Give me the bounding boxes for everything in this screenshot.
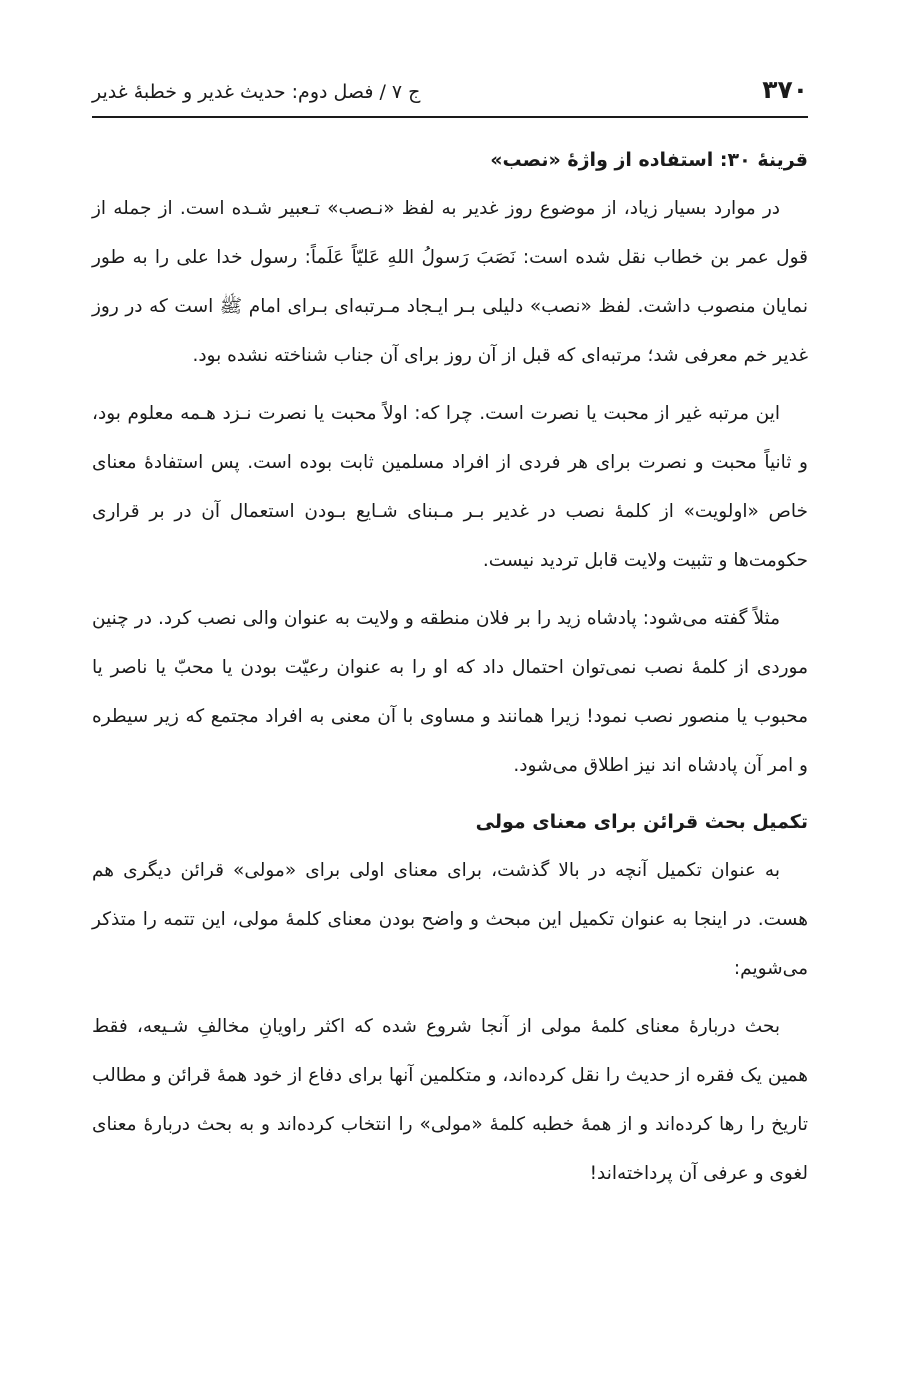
paragraph: بحث دربارهٔ معنای کلمهٔ مولی از آنجا شروع شده که اکثر راویانِ مخالفِ شـیعه، فقط همین یک فقره از حدیث را نقل کرده‌اند، و متکلمین آنها برای دفاع از خود همهٔ قرائن و مطالب تاریخ را رها کرده‌اند و از همهٔ خطبه کلمهٔ «مولی» را انتخاب کرده‌اند و به بحث دربارهٔ معنای لغوی و عرفی آن پرداخته‌اند!	[92, 1016, 808, 1184]
book-page	[92, 0, 808, 1390]
paragraph: به عنوان تکمیل آنچه در بالا گذشت، برای معنای اولی برای «مولی» قرائن دیگری هم هست. در اینجا به عنوان تکمیل این مبحث و واضح بودن معنای کلمهٔ مولی، این تتمه را متذکر می‌شویم:	[92, 860, 808, 979]
section-evidence-30	[92, 142, 808, 790]
running-header-title: ج ۷ / فصل دوم: حدیث غدیر و خطبهٔ غدیر	[92, 81, 421, 103]
paragraph: این مرتبه غیر از محبت یا نصرت است. چرا که: اولاً محبت یا نصرت نـزد هـمه معلوم بود، و ثانیاً محبت و نصرت برای هر فردی از افراد مسلمین ثابت بوده است. پس استفادهٔ معنای خاص «اولویت» از کلمهٔ نصب در غدیر بـر مـبنای شـایع بـودن استعمال آن در بر قراری حکومت‌ها و تثبیت ولایت قابل تردید نیست.	[92, 403, 808, 571]
running-header	[92, 72, 808, 118]
paragraph: مثلاً گفته می‌شود: پادشاه زید را بر فلان منطقه و ولایت به عنوان والی نصب کرد. در چنین موردی از کلمهٔ نصب نمی‌توان احتمال داد که او را به عنوان رعیّت بودن یا محبّ یا ناصر یا محبوب یا منصور نصب نمود! زیرا همانند و مساوی با آن معنی به افراد مجتمع که زیر سیطره و امر آن پادشاه اند نیز اطلاق می‌شود.	[92, 608, 808, 776]
paragraph: در موارد بسیار زیاد، از موضوع روز غدیر به لفظ «نـصب» تـعبیر شـده است. از جمله از قول عمر بن خطاب نقل شده است: نَصَبَ رَسولُ اللهِ عَلیّاً عَلَماً: رسول خدا علی را به طور نمایان منصوب داشت. لفظ «نصب» دلیلی بـر ایـجاد مـرتبه‌ای بـرای امام ﷺ است که در روز غدیر خم معرفی شد؛ مرتبه‌ای که قبل از آن روز برای آن جناب شناخته نشده بود.	[92, 198, 808, 366]
section-heading: قرینهٔ ۳۰: استفاده از واژهٔ «نصب»	[490, 149, 808, 171]
page-content	[92, 142, 808, 1198]
section-completing-discussion	[92, 804, 808, 1198]
page-number: ۳۷۰	[762, 75, 808, 104]
section-heading: تکمیل بحث قرائن برای معنای مولی	[475, 811, 808, 833]
